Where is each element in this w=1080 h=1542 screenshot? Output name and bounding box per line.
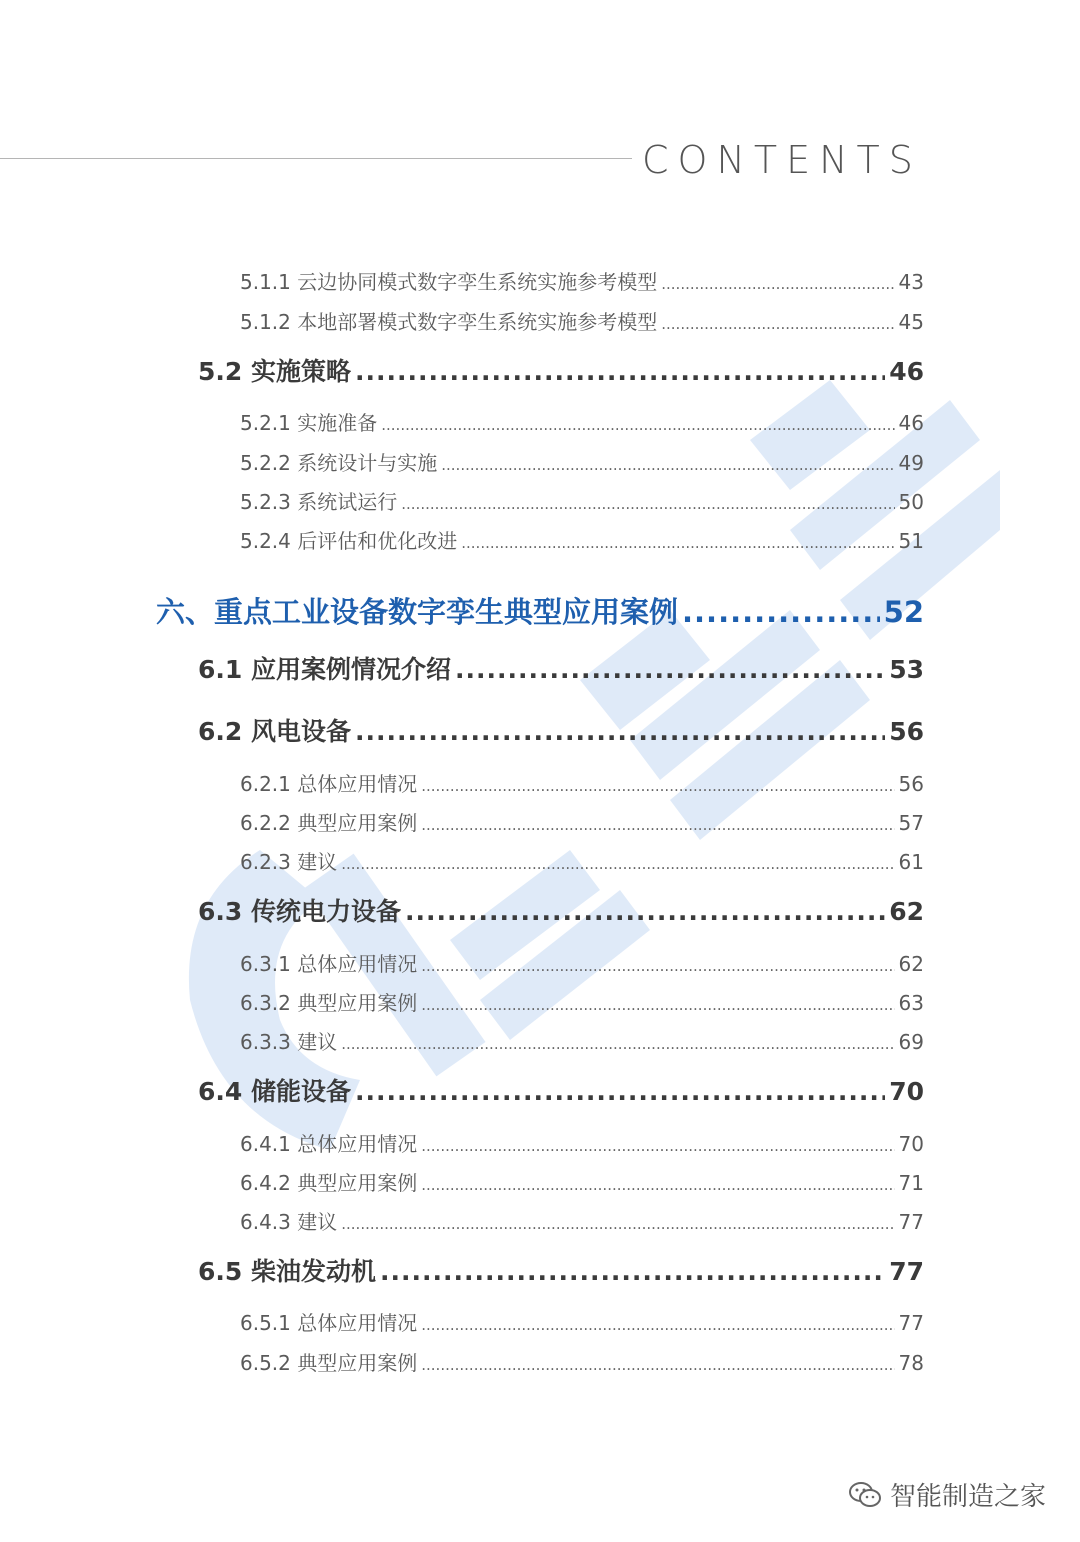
toc-leader-dots (401, 490, 894, 510)
toc-entry-label: 6.3 传统电力设备 (198, 897, 401, 926)
toc-leader-dots (381, 411, 894, 431)
toc-entry-label: 5.2.2 系统设计与实施 (240, 451, 438, 475)
toc-entry[interactable] (240, 1347, 924, 1376)
toc-entry[interactable] (240, 1128, 924, 1157)
toc-entry[interactable] (198, 650, 924, 686)
toc-leader-dots (682, 595, 880, 624)
toc-entry-label: 6.3.3 建议 (240, 1030, 338, 1054)
toc-entry-label: 6.5.2 典型应用案例 (240, 1351, 418, 1375)
toc-leader-dots (341, 1030, 894, 1050)
toc-entry[interactable] (240, 266, 924, 295)
toc-leader-dots (661, 270, 894, 290)
toc-leader-dots (421, 991, 894, 1011)
toc-entry-page: 62 (889, 897, 924, 926)
toc-entry-label: 6.5.1 总体应用情况 (240, 1311, 418, 1335)
toc-entry[interactable] (198, 892, 924, 928)
toc-entry[interactable] (240, 1206, 924, 1235)
toc-entry-label: 5.2.4 后评估和优化改进 (240, 529, 458, 553)
toc-entry-page: 70 (898, 1132, 924, 1156)
toc-leader-dots (441, 451, 894, 471)
toc-entry-label: 6.2 风电设备 (198, 717, 351, 746)
toc-leader-dots (405, 897, 885, 922)
toc-entry-label: 六、重点工业设备数字孪生典型应用案例 (156, 595, 679, 629)
toc-leader-dots (421, 1132, 894, 1152)
toc-entry[interactable] (240, 306, 924, 335)
toc-entry[interactable] (240, 987, 924, 1016)
toc-entry-label: 5.2 实施策略 (198, 357, 351, 386)
toc-entry-page: 46 (898, 411, 924, 435)
toc-leader-dots (455, 655, 885, 680)
page-title: CONTENTS (642, 138, 922, 182)
toc-entry[interactable] (198, 1252, 924, 1288)
toc-entry-page: 53 (889, 655, 924, 684)
toc-leader-dots (461, 529, 894, 549)
toc-entry-page: 62 (898, 952, 924, 976)
toc-leader-dots (355, 357, 885, 382)
toc-entry-label: 6.2.1 总体应用情况 (240, 772, 418, 796)
toc-leader-dots (661, 310, 894, 330)
toc-entry[interactable] (156, 590, 924, 631)
wechat-icon (848, 1480, 882, 1510)
toc-leader-dots (421, 772, 894, 792)
toc-entry[interactable] (240, 1307, 924, 1336)
toc-entry-label: 6.3.2 典型应用案例 (240, 991, 418, 1015)
toc-leader-dots (421, 1171, 894, 1191)
toc-entry-page: 49 (898, 451, 924, 475)
toc-entry-label: 5.1.1 云边协同模式数字孪生系统实施参考模型 (240, 270, 658, 294)
toc-entry[interactable] (240, 846, 924, 875)
toc-entry-label: 5.2.3 系统试运行 (240, 490, 398, 514)
toc-entry-page: 77 (898, 1311, 924, 1335)
toc-entry-page: 77 (898, 1210, 924, 1234)
toc-leader-dots (421, 811, 894, 831)
toc-entry-page: 51 (898, 529, 924, 553)
footer-brand (848, 1476, 1046, 1513)
toc-entry-page: 45 (898, 310, 924, 334)
toc-entry[interactable] (198, 712, 924, 748)
toc-entry-page: 52 (883, 595, 924, 629)
toc-entry-page: 78 (898, 1351, 924, 1375)
toc-leader-dots (380, 1257, 885, 1282)
toc-leader-dots (341, 1210, 894, 1230)
toc-entry-label: 6.4.2 典型应用案例 (240, 1171, 418, 1195)
toc-entry-page: 69 (898, 1030, 924, 1054)
toc-entry[interactable] (198, 1072, 924, 1108)
toc-entry-label: 6.1 应用案例情况介绍 (198, 655, 451, 684)
toc-entry[interactable] (240, 1167, 924, 1196)
toc-entry[interactable] (240, 486, 924, 515)
toc-entry-page: 57 (898, 811, 924, 835)
toc-entry[interactable] (240, 525, 924, 554)
toc-entry-page: 46 (889, 357, 924, 386)
toc-entry[interactable] (240, 447, 924, 476)
toc-entry[interactable] (240, 807, 924, 836)
toc-entry[interactable] (240, 407, 924, 436)
toc-leader-dots (355, 717, 885, 742)
toc-entry-page: 61 (898, 850, 924, 874)
toc-entry-label: 6.2.3 建议 (240, 850, 338, 874)
toc-entry-label: 6.4.1 总体应用情况 (240, 1132, 418, 1156)
toc-entry-page: 43 (898, 270, 924, 294)
toc-entry-label: 6.3.1 总体应用情况 (240, 952, 418, 976)
toc-entry-page: 56 (898, 772, 924, 796)
toc-entry-label: 5.1.2 本地部署模式数字孪生系统实施参考模型 (240, 310, 658, 334)
toc-entry-page: 71 (898, 1171, 924, 1195)
toc-leader-dots (421, 1311, 894, 1331)
toc-entry-label: 6.5 柴油发动机 (198, 1257, 376, 1286)
toc-leader-dots (421, 952, 894, 972)
toc-entry-page: 77 (889, 1257, 924, 1286)
toc-entry[interactable] (240, 1026, 924, 1055)
toc-entry-label: 5.2.1 实施准备 (240, 411, 378, 435)
toc-entry-page: 50 (898, 490, 924, 514)
toc-leader-dots (355, 1077, 885, 1102)
toc-leader-dots (341, 850, 894, 870)
toc-entry[interactable] (198, 352, 924, 388)
toc-entry[interactable] (240, 768, 924, 797)
toc-entry-page: 70 (889, 1077, 924, 1106)
toc-entry[interactable] (240, 948, 924, 977)
toc-entry-label: 6.2.2 典型应用案例 (240, 811, 418, 835)
footer-text: 智能制造之家 (889, 1482, 1046, 1512)
toc-entry-page: 63 (898, 991, 924, 1015)
toc-leader-dots (421, 1351, 894, 1371)
toc-entry-page: 56 (889, 717, 924, 746)
toc-entry-label: 6.4 储能设备 (198, 1077, 351, 1106)
toc-entry-label: 6.4.3 建议 (240, 1210, 338, 1234)
